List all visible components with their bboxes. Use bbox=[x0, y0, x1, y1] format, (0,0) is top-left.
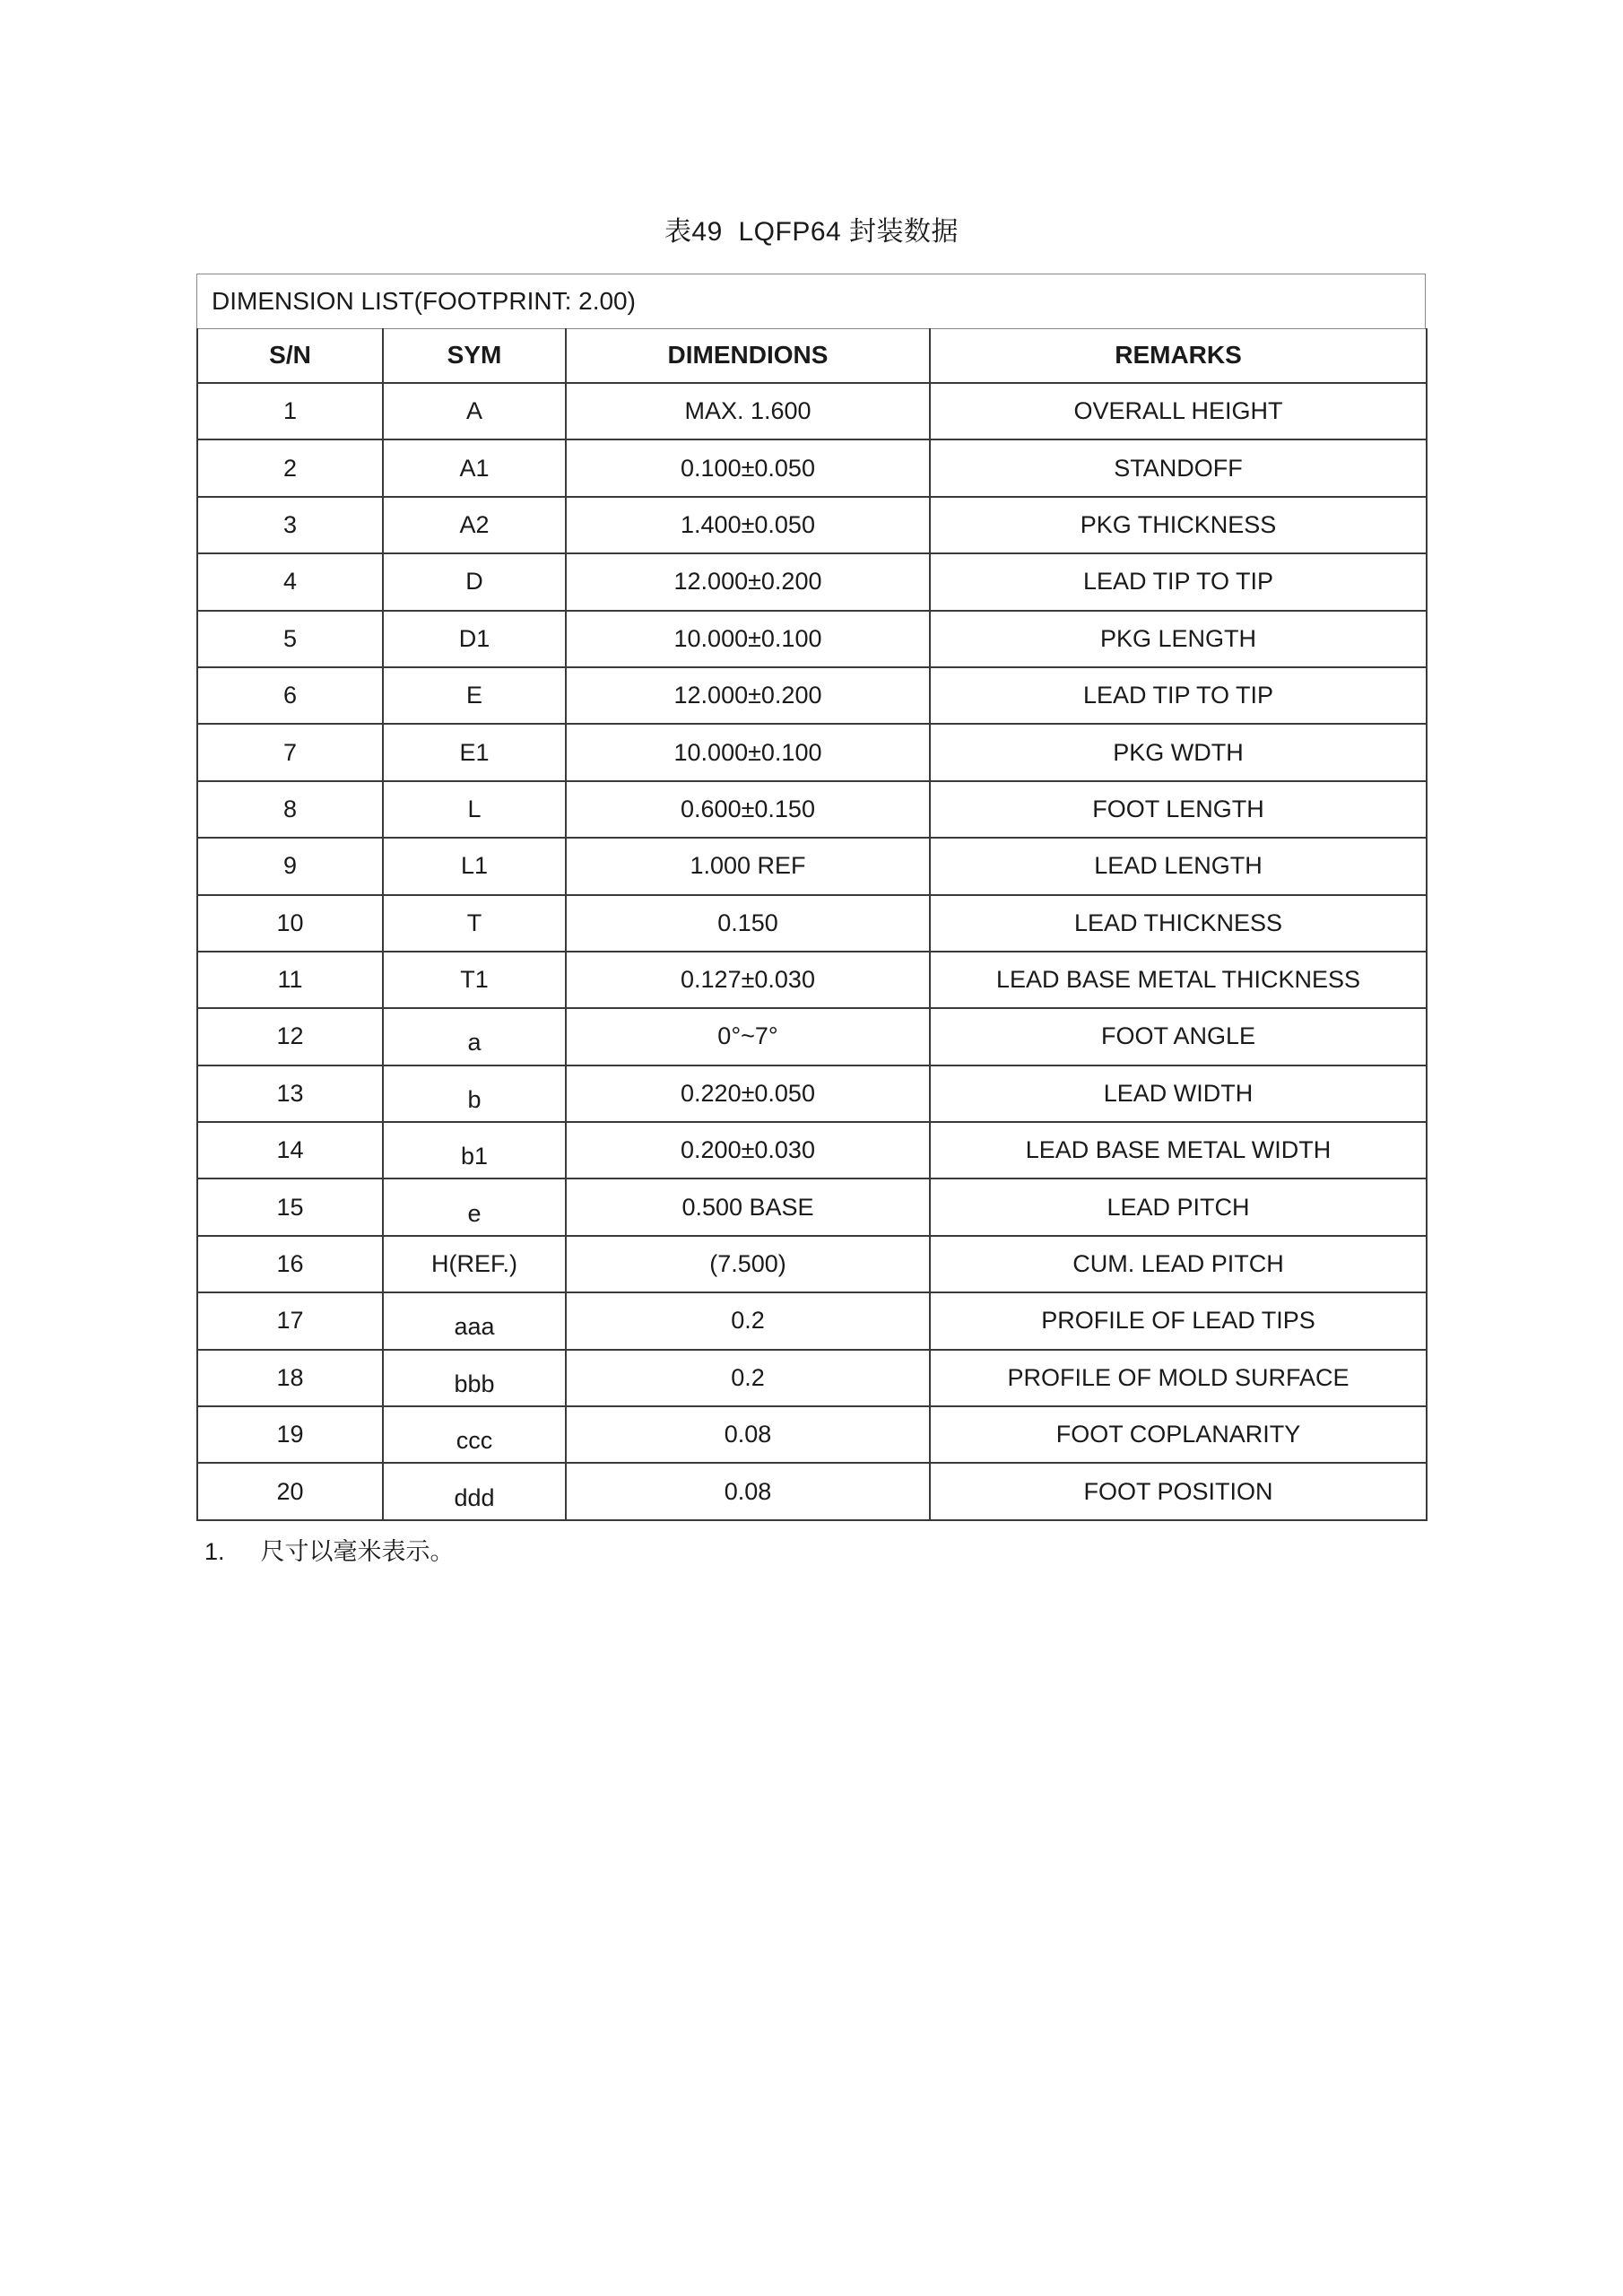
cell-remark: FOOT COPLANARITY bbox=[930, 1406, 1427, 1463]
table-body bbox=[197, 383, 1427, 1520]
cell-sn: 4 bbox=[197, 553, 383, 610]
dimension-list-table bbox=[196, 328, 1428, 1521]
column-header-sn: S/N bbox=[197, 328, 383, 383]
dimension-table bbox=[196, 274, 1426, 1521]
cell-sn: 12 bbox=[197, 1008, 383, 1065]
table-row bbox=[197, 724, 1427, 780]
cell-sym: A bbox=[383, 383, 566, 439]
cell-dim: 0.2 bbox=[566, 1292, 930, 1349]
table-row bbox=[197, 1292, 1427, 1349]
table-caption: DIMENSION LIST(FOOTPRINT: 2.00) bbox=[196, 274, 1426, 329]
cell-dim: 12.000±0.200 bbox=[566, 553, 930, 610]
cell-dim: 0.600±0.150 bbox=[566, 781, 930, 838]
cell-sn: 11 bbox=[197, 952, 383, 1008]
cell-sn: 7 bbox=[197, 724, 383, 780]
table-row bbox=[197, 611, 1427, 667]
cell-sn: 6 bbox=[197, 667, 383, 724]
cell-remark: STANDOFF bbox=[930, 439, 1427, 496]
footnote-number: 1. bbox=[204, 1538, 225, 1565]
table-row bbox=[197, 1178, 1427, 1235]
cell-dim: 0.500 BASE bbox=[566, 1178, 930, 1235]
cell-remark: LEAD BASE METAL WIDTH bbox=[930, 1122, 1427, 1178]
cell-sn: 2 bbox=[197, 439, 383, 496]
cell-remark: LEAD THICKNESS bbox=[930, 895, 1427, 952]
table-row bbox=[197, 383, 1427, 439]
table-row bbox=[197, 895, 1427, 952]
cell-dim: 12.000±0.200 bbox=[566, 667, 930, 724]
cell-dim: 1.000 REF bbox=[566, 838, 930, 894]
cell-sym: E1 bbox=[383, 724, 566, 780]
cell-dim: 0°~7° bbox=[566, 1008, 930, 1065]
footnote-text: 尺寸以毫米表示。 bbox=[260, 1538, 455, 1565]
cell-remark: PKG THICKNESS bbox=[930, 497, 1427, 553]
table-row bbox=[197, 553, 1427, 610]
cell-dim: 10.000±0.100 bbox=[566, 611, 930, 667]
cell-dim: 0.200±0.030 bbox=[566, 1122, 930, 1178]
cell-remark: LEAD TIP TO TIP bbox=[930, 667, 1427, 724]
cell-sn: 3 bbox=[197, 497, 383, 553]
cell-dim: 1.400±0.050 bbox=[566, 497, 930, 553]
column-header-dim: DIMENDIONS bbox=[566, 328, 930, 383]
table-row bbox=[197, 1350, 1427, 1406]
cell-sym: E bbox=[383, 667, 566, 724]
cell-sym: b bbox=[383, 1065, 566, 1122]
table-row bbox=[197, 1065, 1427, 1122]
cell-sym: H(REF.) bbox=[383, 1236, 566, 1292]
cell-dim: 10.000±0.100 bbox=[566, 724, 930, 780]
cell-dim: 0.2 bbox=[566, 1350, 930, 1406]
cell-sn: 16 bbox=[197, 1236, 383, 1292]
cell-sn: 5 bbox=[197, 611, 383, 667]
cell-sn: 13 bbox=[197, 1065, 383, 1122]
cell-remark: LEAD TIP TO TIP bbox=[930, 553, 1427, 610]
cell-remark: FOOT LENGTH bbox=[930, 781, 1427, 838]
table-row bbox=[197, 1463, 1427, 1519]
cell-sn: 9 bbox=[197, 838, 383, 894]
cell-sn: 15 bbox=[197, 1178, 383, 1235]
table-row bbox=[197, 1122, 1427, 1178]
cell-sym: D1 bbox=[383, 611, 566, 667]
table-row bbox=[197, 1008, 1427, 1065]
cell-sn: 18 bbox=[197, 1350, 383, 1406]
cell-sym: T bbox=[383, 895, 566, 952]
cell-sn: 1 bbox=[197, 383, 383, 439]
table-row bbox=[197, 781, 1427, 838]
cell-sym: a bbox=[383, 1008, 566, 1065]
cell-sym: aaa bbox=[383, 1292, 566, 1349]
column-header-remarks: REMARKS bbox=[930, 328, 1427, 383]
table-row bbox=[197, 838, 1427, 894]
page-title: 表49 LQFP64 封装数据 bbox=[664, 217, 959, 247]
cell-sym: ccc bbox=[383, 1406, 566, 1463]
cell-sn: 17 bbox=[197, 1292, 383, 1349]
cell-remark: FOOT ANGLE bbox=[930, 1008, 1427, 1065]
cell-remark: LEAD PITCH bbox=[930, 1178, 1427, 1235]
cell-sn: 8 bbox=[197, 781, 383, 838]
cell-remark: LEAD LENGTH bbox=[930, 838, 1427, 894]
cell-remark: FOOT POSITION bbox=[930, 1463, 1427, 1519]
cell-sym: bbb bbox=[383, 1350, 566, 1406]
cell-sym: L bbox=[383, 781, 566, 838]
cell-sn: 14 bbox=[197, 1122, 383, 1178]
cell-dim: 0.127±0.030 bbox=[566, 952, 930, 1008]
cell-dim: 0.08 bbox=[566, 1463, 930, 1519]
cell-sym: ddd bbox=[383, 1463, 566, 1519]
cell-remark: PROFILE OF MOLD SURFACE bbox=[930, 1350, 1427, 1406]
table-row bbox=[197, 497, 1427, 553]
table-row bbox=[197, 1236, 1427, 1292]
cell-remark: PKG LENGTH bbox=[930, 611, 1427, 667]
table-row bbox=[197, 439, 1427, 496]
cell-sym: T1 bbox=[383, 952, 566, 1008]
cell-sn: 10 bbox=[197, 895, 383, 952]
cell-dim: (7.500) bbox=[566, 1236, 930, 1292]
cell-dim: 0.220±0.050 bbox=[566, 1065, 930, 1122]
cell-sym: L1 bbox=[383, 838, 566, 894]
cell-remark: PKG WDTH bbox=[930, 724, 1427, 780]
cell-remark: LEAD WIDTH bbox=[930, 1065, 1427, 1122]
cell-dim: 0.150 bbox=[566, 895, 930, 952]
cell-dim: 0.08 bbox=[566, 1406, 930, 1463]
cell-dim: 0.100±0.050 bbox=[566, 439, 930, 496]
cell-sym: D bbox=[383, 553, 566, 610]
cell-sn: 19 bbox=[197, 1406, 383, 1463]
table-header-row bbox=[197, 328, 1427, 383]
cell-dim: MAX. 1.600 bbox=[566, 383, 930, 439]
footnote bbox=[204, 1532, 455, 1567]
cell-remark: PROFILE OF LEAD TIPS bbox=[930, 1292, 1427, 1349]
cell-sym: e bbox=[383, 1178, 566, 1235]
cell-sn: 20 bbox=[197, 1463, 383, 1519]
cell-sym: A1 bbox=[383, 439, 566, 496]
table-row bbox=[197, 667, 1427, 724]
table-row bbox=[197, 1406, 1427, 1463]
cell-remark: OVERALL HEIGHT bbox=[930, 383, 1427, 439]
cell-sym: b1 bbox=[383, 1122, 566, 1178]
column-header-sym: SYM bbox=[383, 328, 566, 383]
cell-remark: LEAD BASE METAL THICKNESS bbox=[930, 952, 1427, 1008]
table-row bbox=[197, 952, 1427, 1008]
cell-remark: CUM. LEAD PITCH bbox=[930, 1236, 1427, 1292]
cell-sym: A2 bbox=[383, 497, 566, 553]
